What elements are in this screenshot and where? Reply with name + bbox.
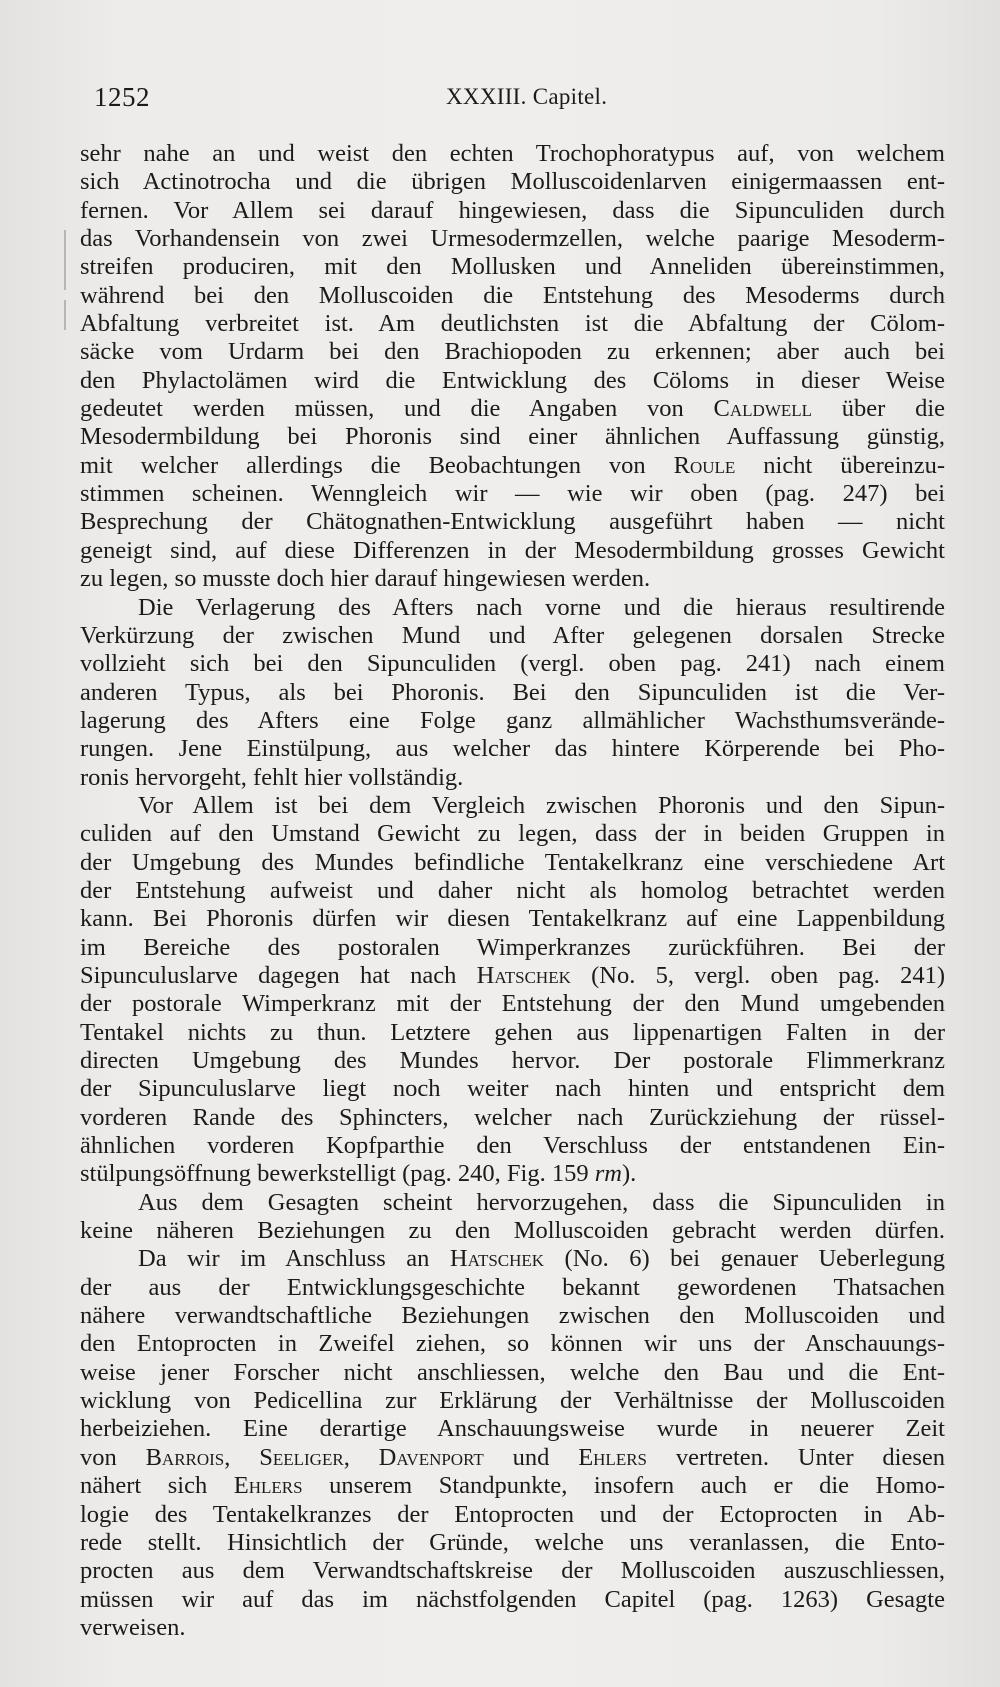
text-run: culiden auf den Umstand Gewicht zu legen, dass der in beiden Gruppen in [80,820,945,848]
text-line [80,168,945,196]
text-run: das Vorhandensein von zwei Urmesodermzellen, welche paarige Mesoderm- [80,225,945,253]
text-run: ähnlichen vorderen Kopfparthie den Verschluss der entstandenen Ein- [80,1132,945,1160]
running-header [94,80,940,114]
text-run: nähert sich [80,1472,234,1500]
margin-mark [64,230,66,290]
figure-label: rm [594,1160,622,1188]
text-line [80,1217,945,1245]
author-name: Caldwell [713,395,813,423]
text-line [80,650,945,678]
text-run: kann. Bei Phoronis dürfen wir diesen Tentakelkranz auf eine Lappenbildung [80,905,945,933]
text-line [80,338,945,366]
text-run: weise jener Forscher nicht anschliessen, welche den Bau und die Ent- [80,1358,945,1386]
text-run: müssen wir auf das im nächstfolgenden Capitel (pag. 1263) Gesagte [80,1585,945,1613]
text-run: Besprechung der Chätognathen-Entwicklung ausgeführt haben — nicht [80,508,945,536]
text-line [80,1075,945,1103]
text-line [80,1104,945,1132]
text-line [80,367,945,395]
text-run: vertreten. Unter diesen [647,1443,946,1471]
text-line [80,905,945,933]
text-line [80,423,945,451]
text-run: Vor Allem ist bei dem Vergleich zwischen Phoronis und den Sipun- [138,791,945,819]
text-line [80,225,945,253]
author-name: Hatschek [449,1245,545,1273]
text-line [80,1614,945,1642]
text-run: vorderen Rande des Sphincters, welcher nach Zurückziehung der rüssel- [80,1103,945,1131]
text-run: wicklung von Pedicellina zur Erklärung der Verhältnisse der Molluscoiden [80,1387,945,1415]
text-line [80,1330,945,1358]
text-line [80,934,945,962]
author-name: Ehlers [233,1472,303,1500]
text-line [80,764,945,792]
text-run: unserem Standpunkte, insofern auch er die Homo- [302,1472,945,1500]
text-run: der Sipunculuslarve liegt noch weiter nach hinten und entspricht dem [80,1075,945,1103]
text-line [80,508,945,536]
author-name: Hatschek [476,961,571,989]
text-line [80,480,945,508]
text-run: während bei den Molluscoiden die Entstehung des Mesoderms durch [80,281,945,309]
text-run: über die [812,395,946,423]
text-run: sich Actinotrocha und die übrigen Molluscoidenlarven einigermaassen ent- [80,168,945,196]
body-text [80,140,945,1642]
text-run: der aus der Entwicklungsgeschichte bekannt gewordenen Thatsachen [80,1273,945,1301]
text-run: Abfaltung verbreitet ist. Am deutlichsten ist die Abfaltung der Cölom- [80,310,945,338]
chapter-title: XXXIII. Capitel. [446,84,608,109]
text-line [80,1047,945,1075]
text-line [80,1245,945,1273]
text-line [80,1359,945,1387]
text-run: verweisen. [80,1613,186,1641]
text-line [80,849,945,877]
text-run: der postorale Wimperkranz mit der Entstehung der den Mund umgebenden [80,990,945,1018]
text-run: Sipunculuslarve dagegen hat nach [80,961,477,989]
text-run: im Bereiche des postoralen Wimperkranzes zurückführen. Bei der [80,933,945,961]
text-line [80,253,945,281]
text-run: rede stellt. Hinsichtlich der Gründe, welche uns veranlassen, die Ento- [80,1528,945,1556]
text-run: und [483,1443,579,1471]
text-line [80,1415,945,1443]
text-run: fernen. Vor Allem sei darauf hingewiesen, dass die Sipunculiden durch [80,196,945,224]
text-run: rungen. Jene Einstülpung, aus welcher das hintere Körperende bei Pho- [80,735,945,763]
author-name: Seeliger [259,1443,344,1471]
text-run: lagerung des Afters eine Folge ganz allmählicher Wachsthumsverände- [80,706,945,734]
text-run: säcke vom Urdarm bei den Brachiopoden zu erkennen; aber auch bei [80,338,945,366]
text-run: procten aus dem Verwandtschaftskreise der Molluscoiden auszuschliessen, [80,1557,945,1585]
text-run: von [80,1443,146,1471]
author-name: Ehlers [578,1443,647,1471]
text-run: (No. 5, vergl. oben pag. 241) [570,961,945,989]
text-run: keine näheren Beziehungen zu den Molluscoiden gebracht werden dürfen. [80,1217,945,1245]
text-line [80,1501,945,1529]
text-line [80,1189,945,1217]
text-line [80,197,945,225]
text-run: den Phylactolämen wird die Entwicklung des Cöloms in dieser Weise [80,366,945,394]
author-name: Davenport [378,1443,484,1471]
text-line [80,962,945,990]
text-run: , [224,1443,260,1471]
text-run: gedeutet werden müssen, und die Angaben von [80,395,714,423]
text-run: nicht übereinzu- [735,451,945,479]
text-run: Tentakel nichts zu thun. Letztere gehen aus lippenartigen Falten in der [80,1018,945,1046]
text-run: Verkürzung der zwischen Mund und After gelegenen dorsalen Strecke [80,621,945,649]
text-line [80,792,945,820]
text-line [80,1160,945,1188]
text-line [80,594,945,622]
text-run: Aus dem Gesagten scheint hervorzugehen, dass die Sipunculiden in [138,1188,945,1216]
text-line [80,395,945,423]
text-line [80,1302,945,1330]
text-run: der Entstehung aufweist und daher nicht als homolog betrachtet werden [80,876,945,904]
text-run: ). [621,1160,637,1188]
text-run: mit welcher allerdings die Beobachtungen von [80,451,674,479]
text-line [80,310,945,338]
text-line [80,1387,945,1415]
text-run: (No. 6) bei genauer Ueberlegung [544,1245,945,1273]
text-line [80,735,945,763]
text-line [80,565,945,593]
text-line [80,877,945,905]
text-run: Die Verlagerung des Afters nach vorne und die hieraus resultirende [138,593,945,621]
text-run: ronis hervorgeht, fehlt hier vollständig. [80,763,464,791]
text-line [80,679,945,707]
text-run: directen Umgebung des Mundes hervor. Der postorale Flimmerkranz [80,1047,945,1074]
page-number: 1252 [94,82,150,112]
author-name: Barrois [145,1443,225,1471]
text-line [80,622,945,650]
text-line [80,537,945,565]
text-run: anderen Typus, als bei Phoronis. Bei den Sipunculiden ist die Ver- [80,678,945,706]
text-line [80,282,945,310]
text-run: den Entoprocten in Zweifel ziehen, so können wir uns der Anschauungs- [80,1330,945,1358]
text-run: vollzieht sich bei den Sipunculiden (vergl. oben pag. 241) nach einem [80,650,945,678]
text-run: streifen produciren, mit den Mollusken und Anneliden übereinstimmen, [80,253,945,281]
text-line [80,452,945,480]
text-line [80,1557,945,1585]
text-run: Da wir im Anschluss an [138,1245,450,1273]
text-line [80,1132,945,1160]
author-name: Roule [673,451,736,479]
text-line [80,820,945,848]
text-line [80,990,945,1018]
text-run: , [343,1443,379,1471]
text-run: geneigt sind, auf diese Differenzen in der Mesodermbildung grosses Gewicht [80,536,945,564]
text-line [80,1529,945,1557]
text-run: Mesodermbildung bei Phoronis sind einer ähnlichen Auffassung günstig, [80,423,945,451]
text-line [80,707,945,735]
text-run: zu legen, so musste doch hier darauf hingewiesen werden. [80,565,651,593]
text-run: der Umgebung des Mundes befindliche Tentakelkranz eine verschiedene Art [80,848,945,876]
text-line [80,1019,945,1047]
text-line [80,1586,945,1614]
margin-mark [64,300,66,330]
text-run: sehr nahe an und weist den echten Trochophoratypus auf, von welchem [80,140,945,167]
text-line [80,1444,945,1472]
text-line [80,1472,945,1500]
text-run: herbeiziehen. Eine derartige Anschauungsweise wurde in neuerer Zeit [80,1415,945,1443]
text-run: logie des Tentakelkranzes der Entoprocten und der Ectoprocten in Ab- [80,1500,945,1528]
text-run: stülpungsöffnung bewerkstelligt (pag. 240, Fig. 159 [80,1160,595,1188]
text-line [80,1274,945,1302]
text-line [80,140,945,168]
text-run: nähere verwandtschaftliche Beziehungen zwischen den Molluscoiden und [80,1302,945,1330]
text-run: stimmen scheinen. Wenngleich wir — wie wir oben (pag. 247) bei [80,480,945,508]
